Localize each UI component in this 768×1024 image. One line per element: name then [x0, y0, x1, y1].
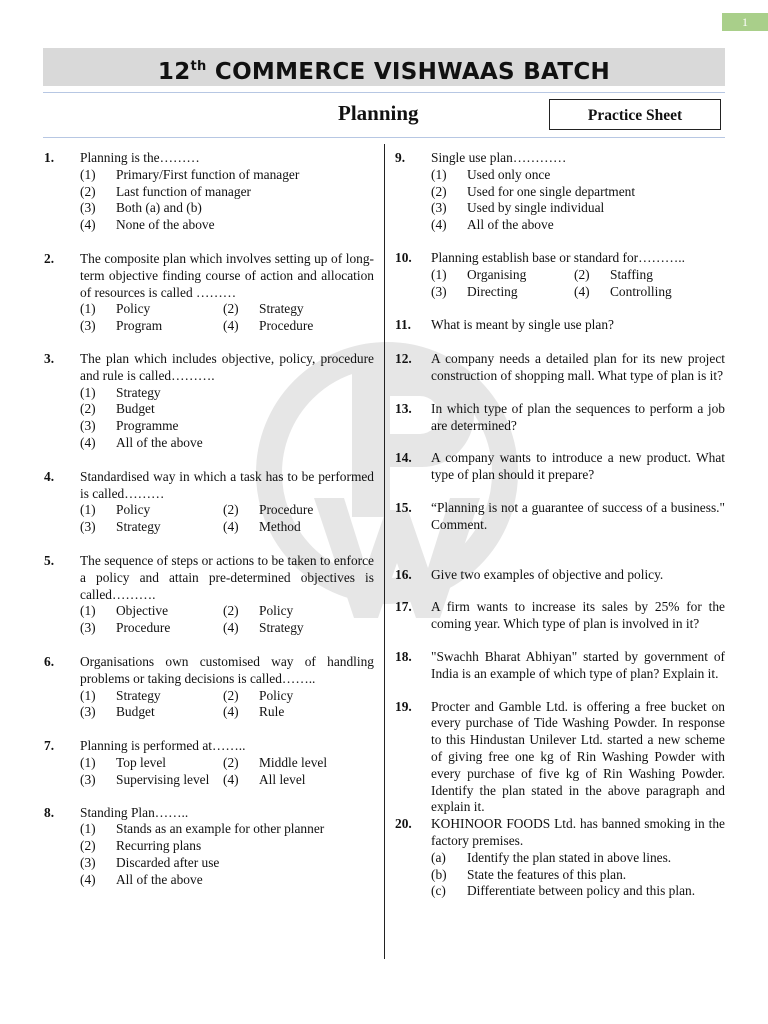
answer-option	[431, 850, 725, 867]
option-text: Discarded after use	[116, 854, 220, 870]
option-number: (2)	[80, 838, 96, 854]
option-text: All of the above	[116, 434, 203, 450]
option-text: Policy	[259, 603, 294, 619]
page-number: 1	[722, 13, 768, 31]
answer-option	[80, 872, 374, 889]
question-12	[395, 351, 725, 385]
option-text: Last function of manager	[116, 183, 251, 199]
question-19	[395, 699, 725, 817]
option-text: Procedure	[259, 502, 314, 518]
option-text: Strategy	[116, 687, 161, 703]
option-text: Policy	[259, 687, 294, 703]
question-text: Give two examples of objective and policy.	[431, 566, 664, 582]
answer-option	[80, 200, 374, 217]
answer-option	[80, 167, 374, 184]
question-5	[44, 553, 374, 637]
option-number: (1)	[80, 301, 96, 317]
question-text: “Planning is not a guarantee of success of a business." Comment.	[431, 499, 725, 532]
option-number: (3)	[80, 418, 96, 434]
answer-option	[431, 200, 725, 217]
option-number: (4)	[80, 434, 96, 450]
question-number: 9.	[395, 150, 406, 165]
question-7	[44, 738, 374, 788]
question-number: 19.	[395, 698, 412, 714]
question-number: 18.	[395, 648, 412, 664]
question-text: KOHINOOR FOODS Ltd. has banned smoking in the factory premises.	[431, 816, 725, 848]
answer-option	[80, 855, 374, 872]
question-10	[395, 250, 725, 300]
answer-options-grid	[80, 301, 374, 335]
option-number: (3)	[431, 283, 447, 299]
question-9	[395, 150, 725, 234]
question-number: 13.	[395, 400, 412, 416]
answer-option	[80, 401, 374, 418]
question-number: 1.	[44, 150, 55, 165]
option-number: (3)	[80, 200, 96, 216]
option-number: (b)	[431, 866, 447, 882]
option-number: (3)	[80, 704, 96, 720]
option-text: Used only once	[467, 166, 551, 182]
right-question-column	[395, 150, 725, 900]
option-number: (2)	[431, 183, 447, 199]
question-text: A company needs a detailed plan for its new project construction of shopping mall. What type of plan is it?	[431, 351, 725, 383]
option-number: (2)	[223, 754, 239, 770]
option-number: (2)	[223, 502, 239, 518]
question-number: 6.	[44, 653, 55, 669]
option-text: Method	[259, 519, 301, 535]
answer-options-grid	[431, 267, 725, 301]
answer-option	[80, 838, 374, 855]
answer-option	[431, 883, 725, 900]
option-text: Controlling	[610, 283, 672, 299]
answer-option	[431, 167, 725, 184]
question-17	[395, 599, 725, 633]
answer-options-grid	[80, 603, 374, 637]
option-number: (1)	[80, 166, 96, 182]
option-text: Strategy	[259, 301, 304, 317]
option-number: (2)	[223, 301, 239, 317]
option-number: (4)	[574, 283, 590, 299]
answer-option	[431, 867, 725, 884]
option-text: Rule	[259, 704, 285, 720]
option-number: (1)	[431, 166, 447, 182]
option-text: Objective	[116, 603, 169, 619]
option-number: (1)	[80, 821, 96, 837]
question-20	[395, 816, 725, 900]
option-text: Budget	[116, 401, 155, 417]
option-text: Recurring plans	[116, 838, 202, 854]
option-text: Directing	[467, 283, 518, 299]
question-text: A firm wants to increase its sales by 25% for the coming year. Which type of plan is involved in it?	[431, 599, 725, 632]
question-text: What is meant by single use plan?	[431, 317, 614, 333]
option-number: (2)	[80, 183, 96, 199]
option-text: All level	[259, 771, 306, 787]
option-number: (3)	[80, 771, 96, 787]
option-text: Program	[116, 318, 163, 334]
option-number: (4)	[223, 771, 239, 787]
option-number: (2)	[80, 401, 96, 417]
answer-option	[80, 418, 374, 435]
question-number: 3.	[44, 350, 55, 366]
answer-option	[431, 217, 725, 234]
option-text: Top level	[116, 754, 167, 770]
option-number: (3)	[431, 200, 447, 216]
option-text: Procedure	[259, 318, 314, 334]
question-text: The plan which includes objective, policy, procedure and rule is called……….	[80, 350, 374, 383]
option-text: Both (a) and (b)	[116, 200, 202, 216]
subheader-rule	[43, 137, 725, 138]
option-text: All of the above	[467, 217, 554, 233]
question-6	[44, 654, 374, 721]
option-number: (4)	[223, 620, 239, 636]
question-number: 2.	[44, 250, 55, 266]
option-number: (c)	[431, 883, 446, 899]
option-number: (2)	[223, 603, 239, 619]
option-text: Used for one single department	[467, 183, 636, 199]
option-number: (3)	[80, 854, 96, 870]
option-number: (1)	[431, 266, 447, 282]
option-number: (4)	[223, 704, 239, 720]
question-text: A company wants to introduce a new product. What type of plan should it prepare?	[431, 450, 725, 483]
option-text: All of the above	[116, 871, 203, 887]
option-number: (a)	[431, 849, 446, 865]
option-text: State the features of this plan.	[467, 866, 627, 882]
question-text: Standing Plan……..	[80, 804, 189, 820]
option-number: (3)	[80, 519, 96, 535]
answer-options-grid	[80, 688, 374, 722]
question-14	[395, 450, 725, 484]
option-text: Budget	[116, 704, 155, 720]
question-number: 16.	[395, 566, 412, 582]
column-divider	[384, 144, 385, 959]
question-text: Planning is the………	[80, 150, 200, 165]
answer-option	[431, 184, 725, 201]
option-number: (4)	[80, 217, 96, 233]
option-text: Identify the plan stated in above lines.	[467, 849, 672, 865]
option-number: (2)	[223, 687, 239, 703]
option-text: Procedure	[116, 620, 171, 636]
question-number: 15.	[395, 499, 412, 515]
question-text: Planning is performed at……..	[80, 738, 246, 754]
option-number: (4)	[80, 871, 96, 887]
question-text: Organisations own customised way of handling problems or taking decisions is called……..	[80, 653, 374, 686]
answer-option	[80, 184, 374, 201]
question-18	[395, 649, 725, 683]
answer-option	[80, 385, 374, 402]
question-number: 20.	[395, 816, 412, 832]
option-text: Policy	[116, 502, 151, 518]
option-number: (1)	[80, 502, 96, 518]
option-text: Organising	[467, 266, 527, 282]
question-number: 14.	[395, 450, 412, 466]
question-text: The sequence of steps or actions to be taken to enforce a policy and attain pre-determined objectives is called……….	[80, 552, 374, 602]
question-4	[44, 469, 374, 536]
question-number: 17.	[395, 599, 412, 615]
practice-sheet-label: Practice Sheet	[549, 99, 721, 130]
question-number: 12.	[395, 351, 412, 367]
option-text: Primary/First function of manager	[116, 166, 300, 182]
question-13	[395, 401, 725, 435]
question-text: In which type of plan the sequences to perform a job are determined?	[431, 400, 725, 433]
title-text: COMMERCE VISHWAAS BATCH	[206, 59, 611, 85]
question-text: Standardised way in which a task has to be performed is called………	[80, 468, 374, 501]
option-number: (4)	[223, 519, 239, 535]
option-number: (3)	[80, 318, 96, 334]
option-number: (1)	[80, 603, 96, 619]
left-question-column	[44, 150, 374, 888]
option-number: (2)	[574, 266, 590, 282]
option-number: (4)	[431, 217, 447, 233]
question-number: 7.	[44, 738, 55, 754]
option-number: (3)	[80, 620, 96, 636]
answer-options-grid	[80, 502, 374, 536]
question-15	[395, 500, 725, 534]
answer-options-grid	[80, 755, 374, 789]
question-3	[44, 351, 374, 452]
option-text: Stands as an example for other planner	[116, 821, 325, 837]
question-number: 11.	[395, 317, 411, 333]
question-number: 10.	[395, 249, 412, 265]
option-text: Middle level	[259, 754, 328, 770]
question-text: Procter and Gamble Ltd. is offering a free bucket on every purchase of Tide Washing Powder. In response to this Hindustan Unilever Ltd. started a new scheme of giving free one kg of Rin Washing Powder with every purchase of five kg of Rin Washing Powder. Identify the plan stated in the above paragraph and explain it.	[431, 698, 725, 815]
title-superscript: th	[190, 59, 207, 74]
question-number: 4.	[44, 468, 55, 484]
option-text: None of the above	[116, 217, 215, 233]
question-2	[44, 251, 374, 335]
question-text: Planning establish base or standard for………..	[431, 249, 686, 265]
option-text: Used by single individual	[467, 200, 605, 216]
option-number: (4)	[223, 318, 239, 334]
question-text: "Swachh Bharat Abhiyan" started by government of India is an example of which type of plan? Explain it.	[431, 648, 725, 681]
question-1	[44, 150, 374, 234]
header-rule	[43, 92, 725, 93]
option-text: Differentiate between policy and this plan.	[467, 883, 696, 899]
option-text: Strategy	[259, 620, 304, 636]
question-8	[44, 805, 374, 889]
title-prefix: 12	[157, 59, 191, 85]
option-number: (1)	[80, 687, 96, 703]
option-text: Strategy	[116, 384, 161, 400]
topic-title: Planning	[338, 101, 419, 125]
question-16	[395, 567, 725, 584]
answer-option	[80, 821, 374, 838]
answer-option	[80, 435, 374, 452]
answer-option	[80, 217, 374, 234]
batch-title-banner	[43, 48, 725, 86]
question-number: 5.	[44, 552, 55, 568]
question-11	[395, 317, 725, 334]
option-text: Policy	[116, 301, 151, 317]
question-text: The composite plan which involves setting up of long-term objective finding course of action and allocation of resources is called ………	[80, 250, 374, 300]
option-text: Strategy	[116, 519, 161, 535]
option-text: Supervising level	[116, 771, 210, 787]
question-text: Single use plan…………	[431, 150, 567, 165]
question-number: 8.	[44, 804, 55, 820]
option-number: (1)	[80, 754, 96, 770]
option-number: (1)	[80, 384, 96, 400]
option-text: Staffing	[610, 266, 653, 282]
option-text: Programme	[116, 418, 179, 434]
